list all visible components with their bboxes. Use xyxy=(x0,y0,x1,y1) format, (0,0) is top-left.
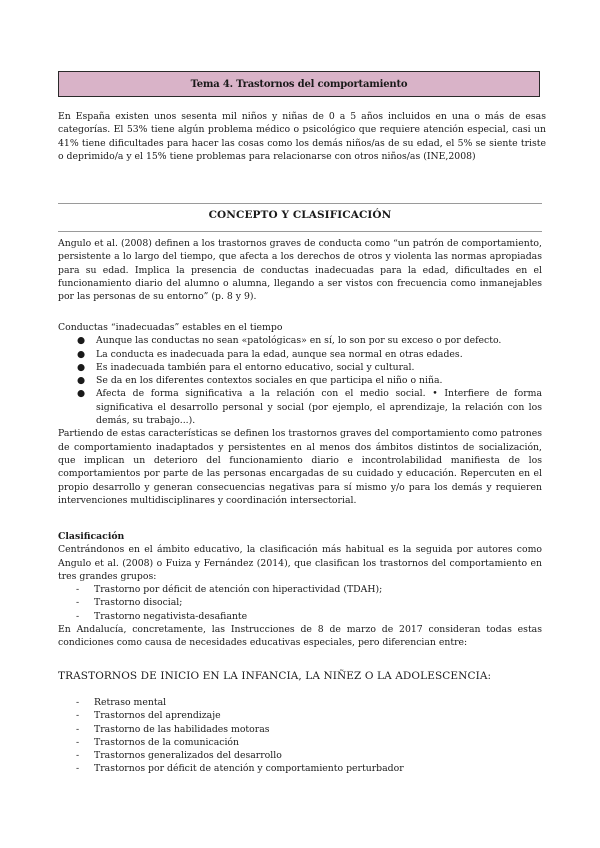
list-item xyxy=(58,374,542,387)
list-item-text: Trastornos de la comunicación xyxy=(94,736,240,748)
infancia-heading: TRASTORNOS DE INICIO EN LA INFANCIA, LA NIÑEZ O LA ADOLESCENCIA: xyxy=(58,670,492,682)
infancia-list xyxy=(58,696,542,776)
list-item xyxy=(58,348,542,361)
list-item-text: Retraso mental xyxy=(94,697,167,708)
conductas-list xyxy=(58,334,542,427)
list-item-text: Trastornos del aprendizaje xyxy=(94,710,221,722)
list-item-text: Trastorno negativista-desafiante xyxy=(94,610,248,622)
dash-marker: - xyxy=(76,697,80,708)
groups-list xyxy=(58,583,542,623)
list-item-text: Afecta de forma significativa a la relación con el medio social. • Interfiere de forma significativa el desarrollo personal y social (por ejemplo, el aprendizaje, la relación con los demás, su trabajo...). xyxy=(96,388,542,427)
clasificacion-intro: Centrándonos en el ámbito educativo, la clasificación más habitual es la seguida por autores como Angulo et al. (2008) o Fuiza y Fernández (2014), que clasifican los trastornos del comportamiento en tres grandes grupos: xyxy=(58,544,542,582)
partiendo-paragraph: Partiendo de estas características se definen los trastornos graves del comportamiento como patrones de comportamiento inadaptados y persistentes en al menos dos ámbitos distintos de socialización, que implican un deterioro del funcionamiento diario e incontrolabilidad manifiesta de los comportamientos por parte de las personas encargadas de su cuidado y educación. Repercuten en el propio desarrollo y generan consecuencias negativas para sí mismo y/o para los demás y requieren intervenciones multidisciplinares y coordinación intersectorial. xyxy=(58,428,542,506)
list-item xyxy=(58,709,542,722)
bullet-marker: ● xyxy=(77,361,86,373)
list-item-text: Trastorno disocial; xyxy=(94,597,183,609)
conductas-section xyxy=(58,321,542,507)
divider-bottom xyxy=(58,231,542,232)
bullet-marker: ● xyxy=(77,335,86,347)
andalucia-paragraph: En Andalucía, concretamente, las Instrucciones de 8 de marzo de 2017 consideran todas estas condiciones como causa de necesidades educativas especiales, pero diferencian entre: xyxy=(58,624,542,649)
list-item xyxy=(58,736,542,749)
list-item-text: Es inadecuada también para el entorno educativo, social y cultural. xyxy=(96,361,415,373)
section-heading: CONCEPTO Y CLASIFICACIÓN xyxy=(208,209,392,221)
list-item xyxy=(58,583,542,596)
bullet-marker: ● xyxy=(77,388,86,400)
list-item-text: La conducta es inadecuada para la edad, aunque sea normal en otras edades. xyxy=(96,348,463,360)
dash-marker: - xyxy=(76,710,80,722)
list-item xyxy=(58,387,542,427)
list-item xyxy=(58,596,542,609)
list-item-text: Se da en los diferentes contextos sociales en que participa el niño o niña. xyxy=(96,375,443,387)
list-item-text: Trastorno de las habilidades motoras xyxy=(94,723,270,735)
definition-paragraph: Angulo et al. (2008) definen a los trastornos graves de conducta como “un patrón de comportamiento, persistente a lo largo del tiempo, que afecta a los derechos de otros y violenta las normas apropiadas para su edad. Implica la presencia de conductas inadecuadas para la edad, dificultades en el funcionamiento diario del alumno o alumna, llegando a ser vistos con frecuencia como inmanejables por las personas de su entorno” (p. 8 y 9). xyxy=(58,238,542,303)
list-item-text: Aunque las conductas no sean «patológicas» en sí, lo son por su exceso o por defecto. xyxy=(96,335,502,347)
dash-marker: - xyxy=(76,736,80,748)
dash-marker: - xyxy=(76,584,80,596)
divider-top xyxy=(58,203,542,204)
bullet-marker: ● xyxy=(77,375,86,387)
list-item xyxy=(58,762,542,775)
list-item xyxy=(58,723,542,736)
dash-marker: - xyxy=(76,610,80,622)
list-item-text: Trastorno por déficit de atención con hiperactividad (TDAH); xyxy=(94,584,383,596)
dash-marker: - xyxy=(76,723,80,735)
list-item xyxy=(58,334,542,347)
dash-marker: - xyxy=(76,597,80,609)
clasificacion-heading: Clasificación xyxy=(58,531,125,542)
infancia-section xyxy=(58,696,542,776)
list-item xyxy=(58,696,542,709)
dash-marker: - xyxy=(76,750,80,762)
list-item xyxy=(58,610,542,623)
topic-title: Tema 4. Trastornos del comportamiento xyxy=(58,71,540,97)
list-item xyxy=(58,361,542,374)
conductas-intro: Conductas “inadecuadas” estables en el tiempo xyxy=(58,322,283,333)
list-item xyxy=(58,749,542,762)
intro-paragraph: En España existen unos sesenta mil niños y niñas de 0 a 5 años incluidos en una o más de esas categorías. El 53% tiene algún problema médico o psicológico que requiere atención especial, casi un 41% tiene dificultades para hacer las cosas como los demás niños/as de su edad, el 5% se siente triste o deprimido/a y el 15% tiene problemas para relacionarse con otros niños/as (INE,2008) xyxy=(58,111,546,162)
bullet-marker: ● xyxy=(77,348,86,360)
list-item-text: Trastornos por déficit de atención y comportamiento perturbador xyxy=(94,763,404,775)
dash-marker: - xyxy=(76,763,80,775)
list-item-text: Trastornos generalizados del desarrollo xyxy=(94,750,282,762)
clasificacion-section xyxy=(58,530,542,650)
